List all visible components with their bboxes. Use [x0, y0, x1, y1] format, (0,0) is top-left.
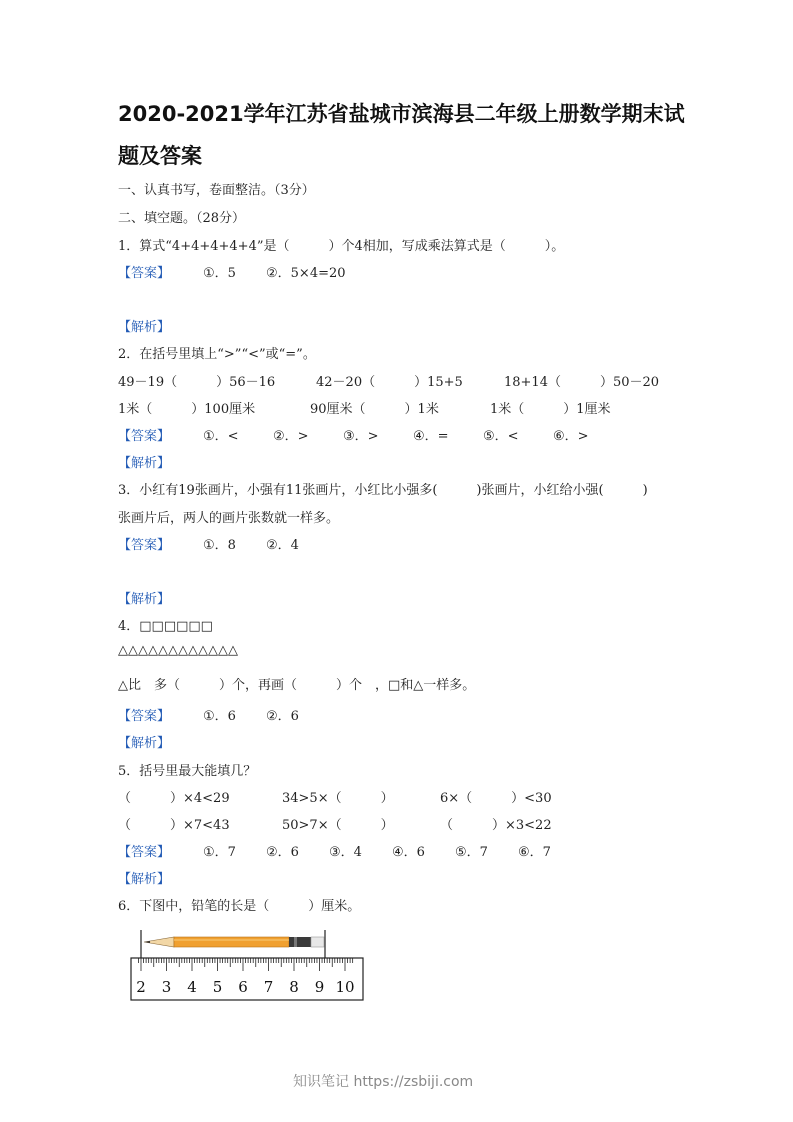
answer-label: 【答案】	[118, 709, 171, 724]
ruler-labels	[136, 978, 354, 996]
ruler-number: 4	[187, 978, 197, 996]
question-2-item: 18+14（ ）50－20	[504, 375, 660, 390]
ruler-number: 8	[289, 978, 299, 996]
analysis-label: 【解析】	[118, 592, 171, 607]
question-5-item: 34>5×（ ）	[282, 791, 394, 806]
answer-label: 【答案】	[118, 429, 171, 444]
section-1-heading: 一、认真书写，卷面整洁。（3分）	[118, 183, 315, 198]
question-2-item: 1米（ ）1厘米	[490, 402, 611, 417]
question-1: 1．算式“4+4+4+4+4”是（ ）个4相加，写成乘法算式是（ ）。	[118, 239, 565, 254]
answer-value: ⑤．<	[483, 429, 519, 444]
section-2-heading: 二、填空题。（28分）	[118, 211, 246, 226]
answer-value: ⑥．7	[518, 845, 551, 860]
ruler-number: 5	[212, 978, 223, 996]
ruler-number: 2	[136, 978, 146, 996]
question-5-item: （ ）×4<29	[118, 791, 230, 806]
question-4-squares: 4．□□□□□□	[118, 619, 213, 634]
ruler-number: 6	[238, 978, 248, 996]
footer-watermark: 知识笔记 https://zsbiji.com	[293, 1074, 474, 1090]
analysis-label: 【解析】	[118, 736, 171, 751]
question-3-line1: 3．小红有19张画片，小强有11张画片，小红比小强多( )张画片，小红给小强( )	[118, 483, 648, 498]
question-3-line2: 张画片后，两人的画片张数就一样多。	[118, 511, 340, 526]
answer-value: ④．=	[413, 429, 449, 444]
question-4: △比 多（ ）个，再画（ ）个 ，□和△一样多。	[118, 678, 476, 693]
question-5-item: （ ）×7<43	[118, 818, 230, 833]
answer-value: ④．6	[392, 845, 425, 860]
answer-value: ⑥．>	[553, 429, 589, 444]
answer-value: ①．8	[203, 538, 236, 553]
question-2: 2．在括号里填上“>”“<”或“=”。	[118, 347, 316, 362]
analysis-label: 【解析】	[118, 872, 171, 887]
answer-value: ①．<	[203, 429, 239, 444]
question-2-item: 90厘米（ ）1米	[310, 402, 439, 417]
question-2-item: 49－19（ ）56－16	[118, 375, 276, 390]
answer-value: ②．>	[273, 429, 309, 444]
answer-value: ⑤．7	[455, 845, 488, 860]
answer-value: ③．4	[329, 845, 362, 860]
document-title-line1: 2020-2021学年江苏省盐城市滨海县二年级上册数学期末试	[118, 102, 685, 126]
answer-value: ②．6	[266, 709, 299, 724]
ruler-pencil-figure	[128, 925, 368, 1005]
answer-value: ①．7	[203, 845, 236, 860]
document-title-line2: 题及答案	[118, 144, 202, 168]
answer-label: 【答案】	[118, 845, 171, 860]
answer-value: ②．6	[266, 845, 299, 860]
question-5-item: （ ）×3<22	[440, 818, 552, 833]
question-5-item: 50>7×（ ）	[282, 818, 394, 833]
question-2-item: 1米（ ）100厘米	[118, 402, 256, 417]
ruler-number: 3	[161, 978, 172, 996]
answer-value: ②．5×4=20	[266, 266, 346, 281]
answer-value: ①．5	[203, 266, 236, 281]
question-5: 5．括号里最大能填几？	[118, 764, 257, 779]
answer-label: 【答案】	[118, 538, 171, 553]
analysis-label: 【解析】	[118, 456, 171, 471]
ruler-number: 10	[335, 978, 355, 996]
answer-value: ①．6	[203, 709, 236, 724]
question-2-item: 42－20（ ）15+5	[316, 375, 463, 390]
question-5-item: 6×（ ）<30	[440, 791, 552, 806]
ruler-number: 7	[263, 978, 274, 996]
answer-value: ③．>	[343, 429, 379, 444]
pencil-icon	[144, 937, 324, 947]
analysis-label: 【解析】	[118, 320, 171, 335]
answer-value: ②．4	[266, 538, 299, 553]
question-6: 6．下图中，铅笔的长是（ ）厘米。	[118, 899, 361, 914]
ruler-number: 9	[314, 978, 325, 996]
answer-label: 【答案】	[118, 266, 171, 281]
question-4-triangles: △△△△△△△△△△△△	[118, 643, 238, 658]
